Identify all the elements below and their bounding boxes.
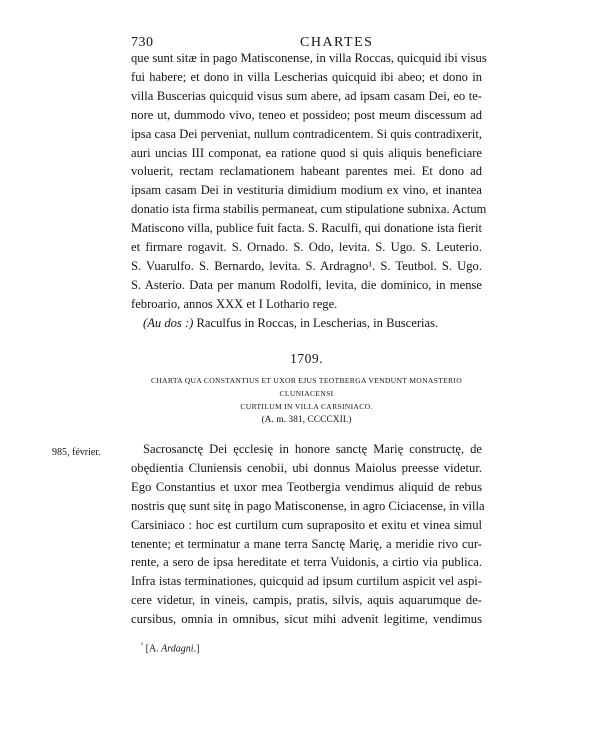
dorsal-label: (Au dos :) [143,315,194,330]
footnote-marker: ¹ [141,641,144,649]
charter-number: 1709. [290,351,323,366]
dorsal-note [131,314,482,333]
text-line: Infra istas terminationes, quicquid ad ipsum curtilum aspicit vel aspi- [131,574,482,589]
charter-title [131,374,482,413]
footnote-close: .] [193,643,200,655]
charter-date-reference: (A. m. 381, CCCCXII.) [261,415,352,425]
text-line: nore ut, dummodo vivo, teneo et possideo; post meum discessum ad [131,107,482,122]
footnote-name: Ardagni [161,643,194,655]
text-line: villa Buscerias quicquid visus sum abere, ad ipsam casam Dei, eo te- [131,88,482,103]
text-line: febroario, annos XXX et I Lothario rege. [131,296,338,311]
continued-text [131,49,487,333]
footnote [141,641,199,654]
text-line: Sacrosanctę Dei ęcclesię in honore sanctę Marię constructę, de [143,442,482,456]
text-line: ipsam casam Dei in vestituria dimidium modium ex vino, et inantea [131,183,482,198]
text-line: S. Asterio. Data per manum Rodolfi, levita, die dominico, in mense [131,277,482,292]
text-line: voluerit, rectam reclamationem habeant parentes mei. Et dono ad [131,164,482,179]
text-line: fui habere; et dono in villa Lescherias quicquid ibi abeo; et dono in [131,69,482,84]
text-line: obędientia Cluniensis cenobii, ubi donnus Maiolus preesse videtur. [131,460,482,475]
text-line: Matiscono villa, publice fuit facta. S. Raculfi, qui donatione ista fierit [131,221,482,236]
text-line: donatio ista firma stabilis permaneat, cum stipulatione subnixa. Actum [131,202,487,217]
text-line: Carsiniaco : hoc est curtilum cum supraposito et exitu et vinea simul [131,517,482,532]
text-line: auri uncias III componat, ea ratione quod si quis aliquis beneficiare [131,145,482,160]
text-line: Ego Constantius et uxor mea Teotbergia vendimus aliquid de rebus [131,479,482,494]
page-number: 730 [131,35,154,50]
text-line: cere videtur, in vineis, campis, pratis, silvis, aquis aquarumque de- [131,593,482,608]
dorsal-text: Raculfus in Roccas, in Lescherias, in Buscerias. [193,315,439,330]
text-line: nostris quę sunt sitę in pago Matisconense, in agro Ciciacense, in villa [131,498,485,513]
charter-title-line: CHARTA QUA CONSTANTIUS ET UXOR EJUS TEOTBERGA VENDUNT MONASTERIO CLUNIACENSI [150,376,463,398]
text-line: rente, a sero de ipsa hereditate et terra Vuidonis, a cirtio via publica. [131,555,482,570]
text-line: tenente; et terminatur a mane terra Sanctę Marię, a meridie rivo cur- [131,536,482,551]
footnote-open: [A. [143,643,162,655]
text-line: cursibus, omnia in omnibus, sicut mihi advenit legitime, vendimus [131,612,482,627]
margin-date: 985, février. [52,447,101,458]
charter-title-line: CURTILUM IN VILLA CARSINIACO. [240,402,373,411]
text-line: ipsa casa Dei perveniat, nullum contradicentem. Si quis contradixerit, [131,126,482,141]
text-line: et firmare rogavit. S. Ornado. S. Odo, levita. S. Ugo. S. Leuterio. [131,240,482,255]
text-line: que sunt sitæ in pago Matisconense, in villa Roccas, quicquid ibi visus [131,51,487,65]
charter-text [131,440,485,629]
running-head: CHARTES [300,35,374,50]
text-line: S. Vuarulfo. S. Bernardo, levita. S. Ardragno¹. S. Teutbol. S. Ugo. [131,258,482,273]
